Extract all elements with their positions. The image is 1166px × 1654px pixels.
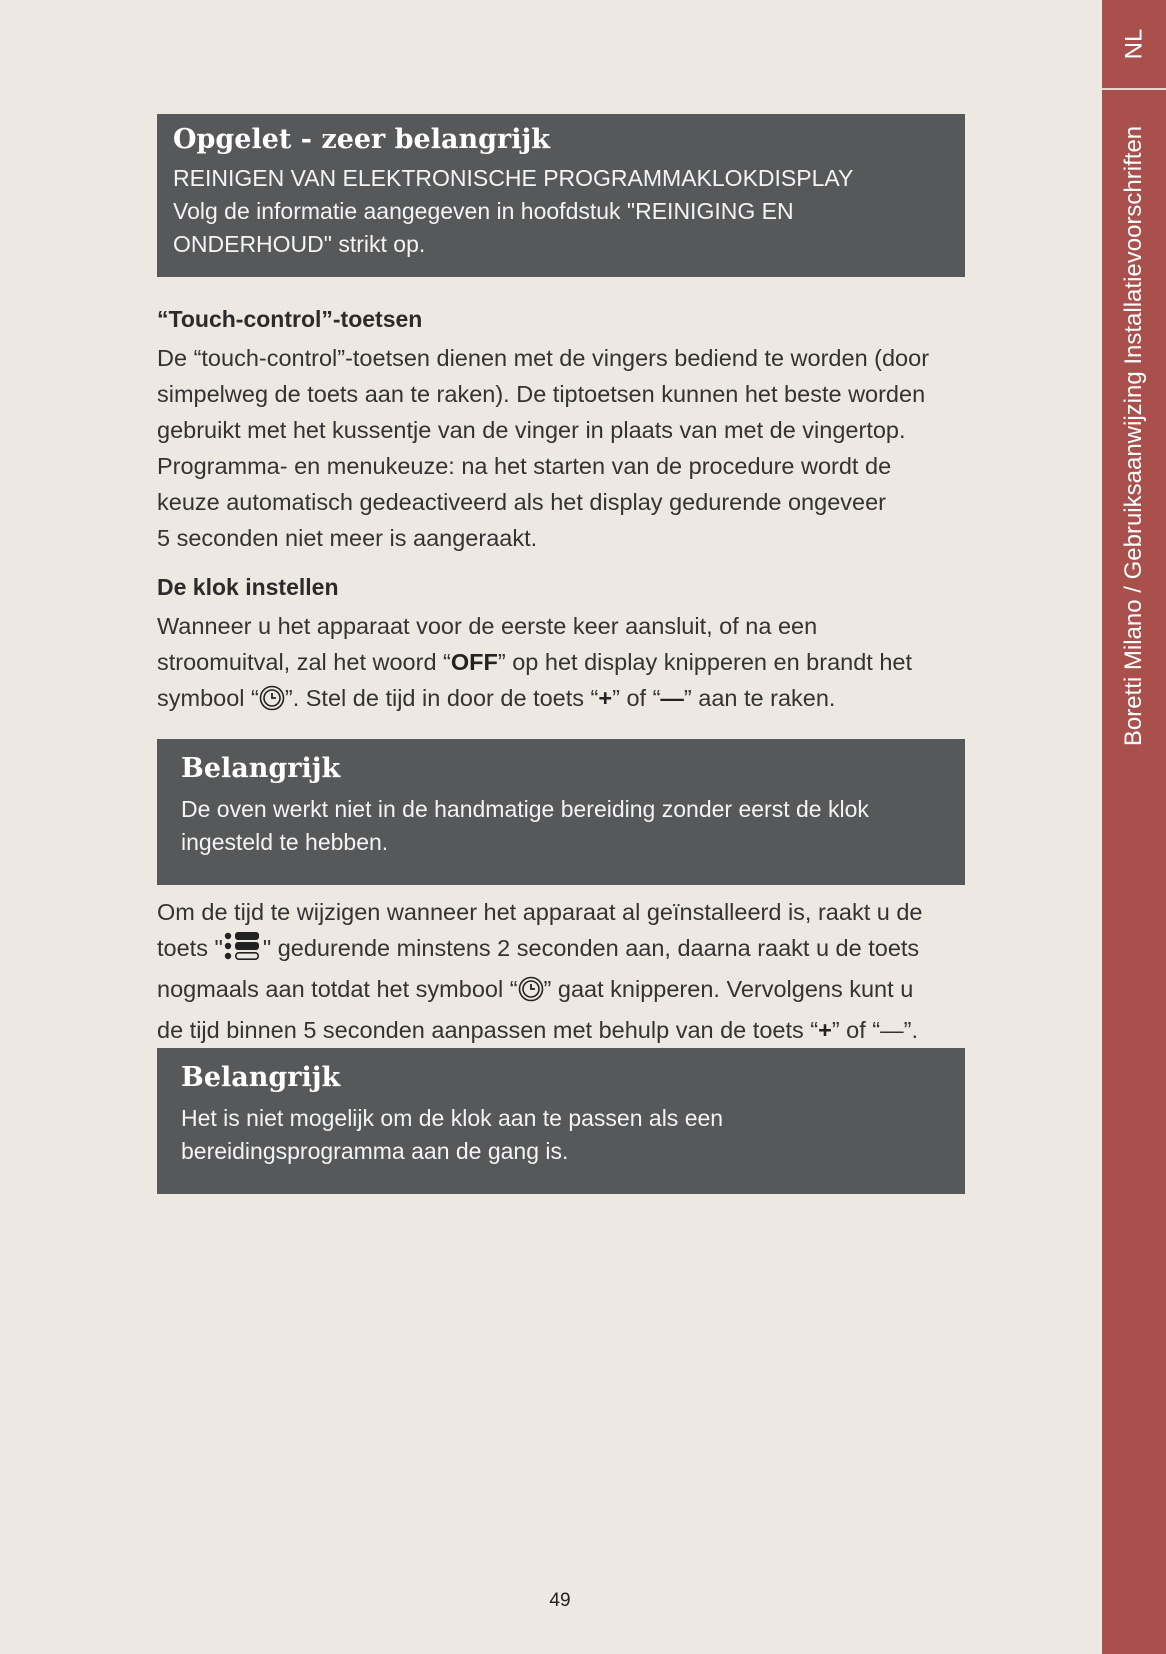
important-title: Belangrijk <box>181 753 341 784</box>
important-line: De oven werkt niet in de handmatige bereiding zonder eerst de klok <box>181 796 869 822</box>
text-fragment: toets " <box>157 935 223 961</box>
language-label: NL <box>1120 28 1147 60</box>
text-fragment: " gedurende minstens 2 seconden aan, daarna raakt u de toets <box>262 935 920 961</box>
warning-line: ONDERHOUD" strikt op. <box>173 231 426 257</box>
side-title <box>1102 96 1166 776</box>
important-box <box>157 1048 965 1194</box>
important-line: ingesteld te hebben. <box>181 829 389 855</box>
menu-icon <box>223 931 263 971</box>
text-fragment: stroomuitval, zal het woord “ <box>157 649 451 675</box>
body-line: simpelweg de toets aan te raken). De tiptoetsen kunnen het beste worden <box>157 381 926 407</box>
important-text <box>181 793 941 859</box>
text-fragment: nogmaals aan totdat het symbool “ <box>157 976 518 1002</box>
section-body-clock <box>157 608 977 721</box>
body-line: Wanneer u het apparaat voor de eerste keer aansluit, of na een <box>157 613 818 639</box>
body-line <box>157 1012 977 1048</box>
important-text <box>181 1102 941 1168</box>
important-title: Belangrijk <box>181 1062 341 1093</box>
plus-key-label: + <box>598 685 613 711</box>
text-fragment: symbool “ <box>157 685 259 711</box>
language-tab <box>1102 0 1166 88</box>
clock-icon <box>259 685 285 721</box>
section-heading-clock: De klok instellen <box>157 574 339 600</box>
body-line <box>157 644 977 680</box>
body-line <box>157 971 977 1012</box>
important-line: bereidingsprogramma aan de gang is. <box>181 1138 569 1164</box>
off-label: OFF <box>450 649 498 675</box>
section-heading-touch-control: “Touch-control”-toetsen <box>157 306 423 332</box>
warning-text <box>173 162 949 261</box>
page-number: 49 <box>549 1590 571 1611</box>
body-line: 5 seconden niet meer is aangeraakt. <box>157 525 538 551</box>
plus-key-label: + <box>818 1017 832 1043</box>
text-fragment: ” of “ <box>612 685 661 711</box>
text-fragment: ” gaat knipperen. Vervolgens kunt u <box>543 976 914 1002</box>
section-body-touch-control <box>157 340 977 556</box>
text-fragment: ” of “—”. <box>831 1017 918 1043</box>
text-fragment: de tijd binnen 5 seconden aanpassen met behulp van de toets “ <box>157 1017 819 1043</box>
important-line: Het is niet mogelijk om de klok aan te passen als een <box>181 1105 724 1131</box>
warning-line: Volg de informatie aangegeven in hoofdstuk "REINIGING EN <box>173 198 794 224</box>
minus-key-label: — <box>660 685 684 711</box>
warning-title: Opgelet - zeer belangrijk <box>173 124 550 155</box>
text-fragment: ” op het display knipperen en brandt het <box>497 649 913 675</box>
body-line: Programma- en menukeuze: na het starten van de procedure wordt de <box>157 453 892 479</box>
body-line <box>157 930 977 971</box>
body-line: De “touch-control”-toetsen dienen met de vingers bediend te worden (door <box>157 345 930 371</box>
warning-line: REINIGEN VAN ELEKTRONISCHE PROGRAMMAKLOKDISPLAY <box>173 165 854 191</box>
text-fragment: ”. Stel de tijd in door de toets “ <box>284 685 599 711</box>
side-divider <box>1102 88 1166 90</box>
body-line: gebruikt met het kussentje van de vinger in plaats van met de vingertop. <box>157 417 906 443</box>
clock-icon <box>518 976 544 1012</box>
body-line <box>157 680 977 721</box>
body-line: Om de tijd te wijzigen wanneer het apparaat al geïnstalleerd is, raakt u de <box>157 899 923 925</box>
warning-box <box>157 114 965 277</box>
section-body-change-time <box>157 894 977 1048</box>
body-line: keuze automatisch gedeactiveerd als het display gedurende ongeveer <box>157 489 886 515</box>
important-box <box>157 739 965 885</box>
side-title-text: Boretti Milano / Gebruiksaanwijzing Installatievoorschriften <box>1120 125 1148 747</box>
text-fragment: ” aan te raken. <box>683 685 836 711</box>
